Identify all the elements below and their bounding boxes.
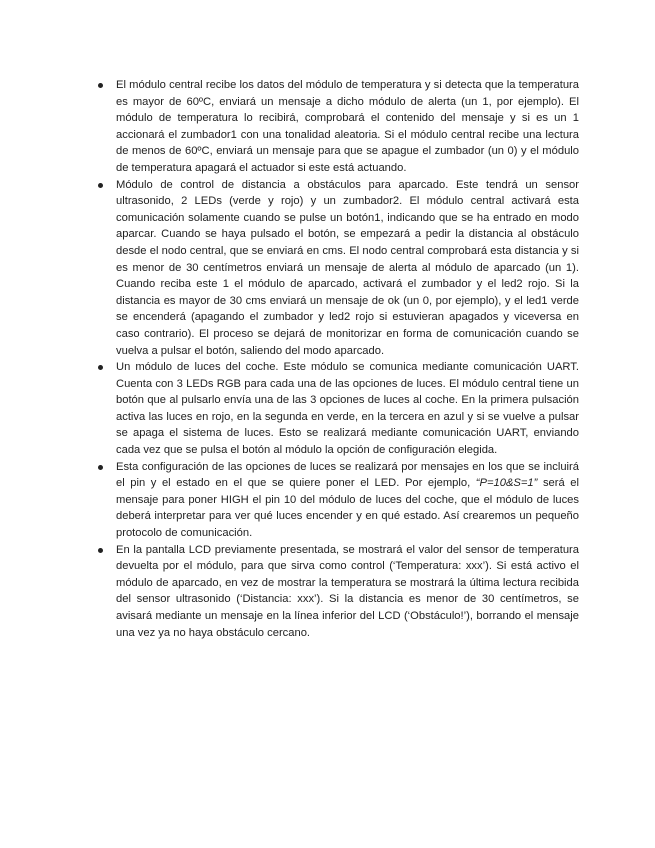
bullet-dot-icon [98,83,103,88]
bullet-item-lights-protocol [96,459,579,542]
bullet-dot-icon [98,465,103,470]
bullet-text: Un módulo de luces del coche. Este módulo se comunica mediante comunicación UART. Cuenta con 3 LEDs RGB para cada una de las opciones de luces. El módulo central tiene un botón que al pulsarlo envía una de las 3 opciones de luces al coche. En la primera pulsación activa las luces en rojo, en la segunda en verde, en la tercera en azul y si se vuelve a pulsar se apaga el sistema de luces. Esto se realizará mediante comunicación UART, enviando cada vez que se pulsa el botón al módulo la opción de configuración elegida. [116,361,579,457]
bullet-item-parking-module [96,177,579,360]
bullet-text: En la pantalla LCD previamente presentada, se mostrará el valor del sensor de temperatura devuelta por el módulo, para que sirva como control (‘Temperatura: xxx’). Si está activo el módulo de aparcado, en vez de mostrar la temperatura se mostrará la última lectura recibida del sensor ultrasonido (‘Distancia: xxx’). Si la distancia es menor de 30 centímetros, se avisará mediante un mensaje en la línea inferior del LCD (‘Obstáculo!’), borrando el mensaje una vez ya no haya obstáculo cercano. [116,543,579,639]
bullet-text: Módulo de control de distancia a obstáculos para aparcado. Este tendrá un sensor ultrasonido, 2 LEDs (verde y rojo) y un zumbador2. El módulo central activará esta comunicación solamente cuando se pulse un botón1, indicando que se ha entrado en modo aparcar. Cuando se haya pulsado el botón, se empezará a pedir la distancia al obstáculo desde el nodo central, que se enviará en cms. El nodo central comprobará esta distancia y si es menor de 30 centímetros enviará un mensaje de alerta al módulo de aparcado (un 1). Cuando reciba este 1 el módulo de aparcado, activará el zumbador y el led2 rojo. Si la distancia es mayor de 30 cms enviará un mensaje de ok (un 0, por ejemplo), y el led1 verde se encenderá (apagando el zumbador y led2 rojo si estuvieran apagados y viceversa en caso contrario). El proceso se dejará de monitorizar en forma de comunicación cuando se vuelva a pulsar el botón, saliendo del modo aparcado. [116,178,579,357]
bullet-dot-icon [98,365,103,370]
bullet-text-example-message: “P=10&S=1” [475,477,538,490]
bullet-dot-icon [98,548,103,553]
bullet-item-lcd-display [96,542,579,642]
bullet-text: El módulo central recibe los datos del módulo de temperatura y si detecta que la temperatura es mayor de 60ºC, enviará un mensaje a dicho módulo de alerta (un 1, por ejemplo). El módulo de temperatura lo recibirá, comprobará el contenido del mensaje y si es un 1 accionará el zumbador1 con una tonalidad aleatoria. Si el módulo central recibe una lectura de menos de 60ºC, enviará un mensaje para que se apague el zumbador (un 0) y el módulo de temperatura apagará el actuador si este está actuando. [116,79,579,174]
bullet-list [96,77,579,641]
bullet-dot-icon [98,183,103,188]
bullet-text-after: será el mensaje para poner HIGH el pin 10 del módulo de luces del coche, que el módulo de luces deberá interpretar para ver qué luces encender y en qué estado. Así crearemos un pequeño protocolo de comunicación. [116,477,579,540]
bullet-item-lights-module [96,359,579,459]
bullet-item-temperature-alert [96,77,579,177]
bullet-text-before: Esta configuración de las opciones de luces se realizará por mensajes en los que se incluirá el pin y el estado en el que se quiere poner el LED. Por ejemplo, [116,460,579,490]
